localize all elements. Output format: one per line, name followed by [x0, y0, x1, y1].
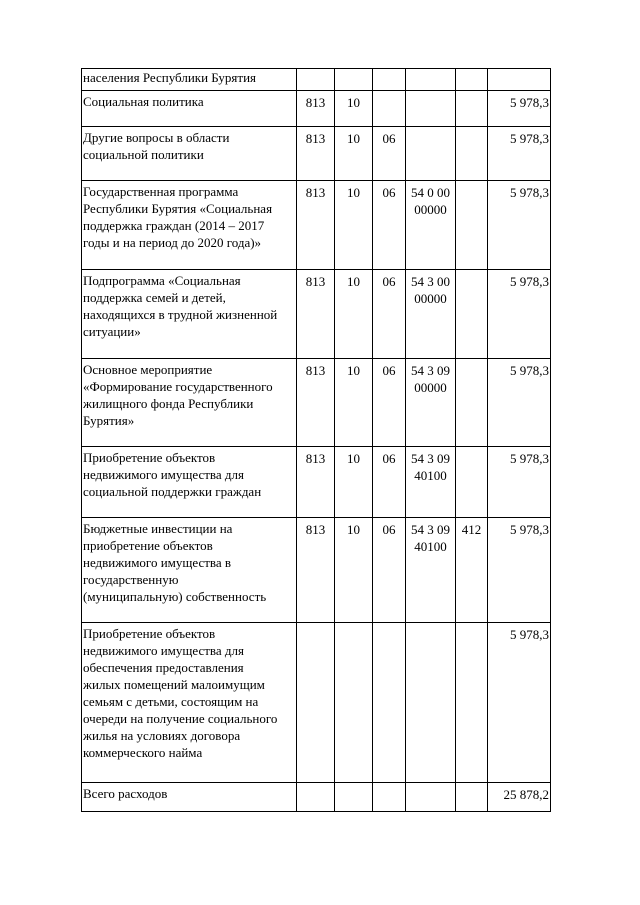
section-cell: 10	[335, 127, 373, 181]
target-article-cell: 54 3 09 40100	[406, 518, 456, 623]
row-name: Бюджетные инвестиции на приобретение объектов недвижимого имущества в государственную (муниципальную) собственность	[82, 518, 297, 623]
amount-cell: 5 978,3	[488, 623, 551, 783]
section-cell: 10	[335, 518, 373, 623]
grbs-cell: 813	[297, 91, 335, 127]
amount-cell: 5 978,3	[488, 447, 551, 518]
expense-type-cell	[456, 783, 488, 812]
table-row	[82, 69, 551, 91]
section-cell: 10	[335, 181, 373, 270]
expense-type-cell	[456, 69, 488, 91]
target-article-cell	[406, 91, 456, 127]
table-row	[82, 181, 551, 270]
section-cell: 10	[335, 447, 373, 518]
section-cell: 10	[335, 91, 373, 127]
table-row	[82, 447, 551, 518]
budget-table	[81, 68, 551, 812]
amount-cell: 5 978,3	[488, 91, 551, 127]
amount-cell: 5 978,3	[488, 181, 551, 270]
amount-cell: 5 978,3	[488, 270, 551, 359]
section-cell: 10	[335, 359, 373, 447]
row-name: Приобретение объектов недвижимого имущества для социальной поддержки граждан	[82, 447, 297, 518]
section-cell	[335, 623, 373, 783]
target-article-cell	[406, 783, 456, 812]
amount-cell	[488, 69, 551, 91]
expense-type-cell: 412	[456, 518, 488, 623]
expense-type-cell	[456, 623, 488, 783]
target-article-cell	[406, 623, 456, 783]
table-row	[82, 270, 551, 359]
grbs-cell: 813	[297, 127, 335, 181]
table-row	[82, 91, 551, 127]
expense-type-cell	[456, 359, 488, 447]
expense-type-cell	[456, 270, 488, 359]
row-name: населения Республики Бурятия	[82, 69, 297, 91]
row-name: Социальная политика	[82, 91, 297, 127]
target-article-cell: 54 3 09 40100	[406, 447, 456, 518]
table-row	[82, 518, 551, 623]
section-cell: 10	[335, 270, 373, 359]
row-name: Государственная программа Республики Бурятия «Социальная поддержка граждан (2014 – 2017 годы и на период до 2020 года)»	[82, 181, 297, 270]
grbs-cell: 813	[297, 270, 335, 359]
amount-cell: 5 978,3	[488, 127, 551, 181]
subsection-cell: 06	[373, 359, 406, 447]
table-row	[82, 623, 551, 783]
grbs-cell: 813	[297, 181, 335, 270]
table-row	[82, 783, 551, 812]
expense-type-cell	[456, 91, 488, 127]
subsection-cell	[373, 69, 406, 91]
grbs-cell	[297, 783, 335, 812]
section-cell	[335, 783, 373, 812]
table-row	[82, 127, 551, 181]
amount-cell: 25 878,2	[488, 783, 551, 812]
row-name: Всего расходов	[82, 783, 297, 812]
subsection-cell: 06	[373, 447, 406, 518]
grbs-cell: 813	[297, 359, 335, 447]
section-cell	[335, 69, 373, 91]
target-article-cell: 54 0 00 00000	[406, 181, 456, 270]
subsection-cell: 06	[373, 127, 406, 181]
row-name: Приобретение объектов недвижимого имущества для обеспечения предоставления жилых помещений малоимущим семьям с детьми, состоящим на очереди на получение социального жилья на условиях договора коммерческого найма	[82, 623, 297, 783]
target-article-cell: 54 3 00 00000	[406, 270, 456, 359]
grbs-cell: 813	[297, 447, 335, 518]
subsection-cell: 06	[373, 518, 406, 623]
row-name: Основное мероприятие «Формирование государственного жилищного фонда Республики Бурятия»	[82, 359, 297, 447]
expense-type-cell	[456, 447, 488, 518]
subsection-cell: 06	[373, 181, 406, 270]
subsection-cell	[373, 783, 406, 812]
row-name: Подпрограмма «Социальная поддержка семей и детей, находящихся в трудной жизненной ситуации»	[82, 270, 297, 359]
expense-type-cell	[456, 181, 488, 270]
table-row	[82, 359, 551, 447]
grbs-cell	[297, 623, 335, 783]
amount-cell: 5 978,3	[488, 359, 551, 447]
subsection-cell: 06	[373, 270, 406, 359]
grbs-cell	[297, 69, 335, 91]
subsection-cell	[373, 91, 406, 127]
subsection-cell	[373, 623, 406, 783]
expense-type-cell	[456, 127, 488, 181]
grbs-cell: 813	[297, 518, 335, 623]
amount-cell: 5 978,3	[488, 518, 551, 623]
target-article-cell: 54 3 09 00000	[406, 359, 456, 447]
target-article-cell	[406, 127, 456, 181]
row-name: Другие вопросы в области социальной политики	[82, 127, 297, 181]
target-article-cell	[406, 69, 456, 91]
